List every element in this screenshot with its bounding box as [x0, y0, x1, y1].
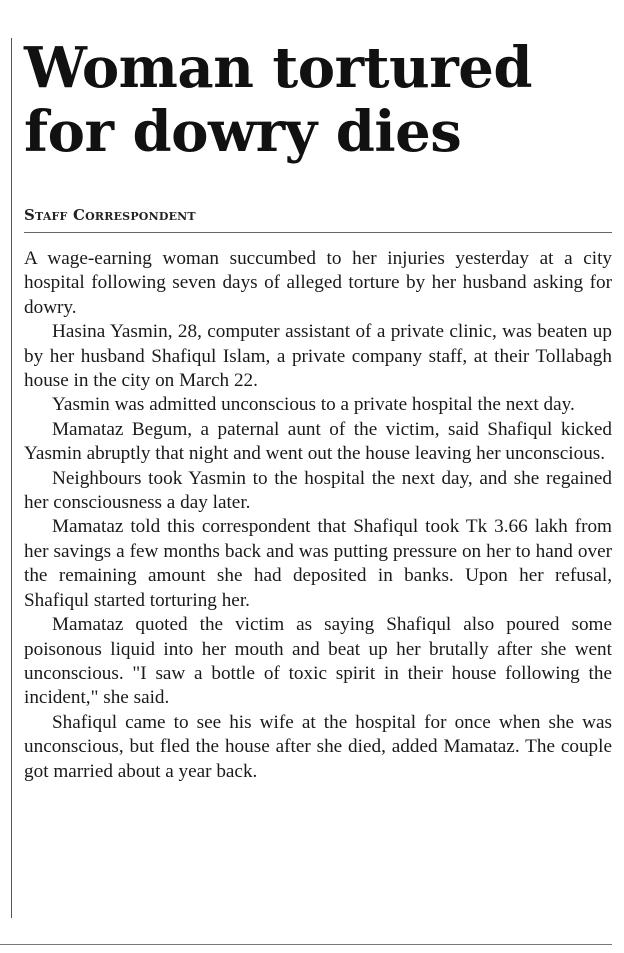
headline: [24, 36, 612, 164]
headline-line-2: for dowry dies: [24, 99, 462, 165]
article-body: [24, 247, 612, 784]
paragraph-7: Mamataz quoted the victim as saying Shafiqul also poured some poisonous liquid into her mouth and beat up her brutally after she went unconscious. "I saw a bottle of toxic spirit in their house following the incident," she said.: [24, 614, 612, 709]
headline-line-1: Woman tortured: [24, 35, 533, 101]
paragraph-1: A wage-earning woman succumbed to her injuries yesterday at a city hospital following seven days of alleged torture by her husband asking for dowry.: [24, 248, 612, 318]
paragraph-4: Mamataz Begum, a paternal aunt of the victim, said Shafiqul kicked Yasmin abruptly that night and went out the house leaving her unconscious.: [24, 418, 612, 465]
news-article: [24, 36, 612, 784]
paragraph-5: Neighbours took Yasmin to the hospital the next day, and she regained her consciousness a day later.: [24, 467, 612, 514]
bottom-rule: [0, 944, 612, 945]
paragraph-2: Hasina Yasmin, 28, computer assistant of a private clinic, was beaten up by her husband Shafiqul Islam, a private company staff, at their Tollabagh house in the city on March 22.: [24, 321, 612, 392]
paragraph-8: Shafiqul came to see his wife at the hospital for once when she was unconscious, but fled the house after she died, added Mamataz. The couple got married about a year back.: [24, 711, 612, 782]
paragraph-6: Mamataz told this correspondent that Shafiqul took Tk 3.66 lakh from her savings a few months back and was putting pressure on her to hand over the remaining amount she had deposited in banks. Upon her refusal, Shafiqul started torturing her.: [24, 516, 612, 611]
left-column-rule: [11, 38, 12, 918]
paragraph-3: Yasmin was admitted unconscious to a private hospital the next day.: [52, 394, 575, 416]
byline: Staff Correspondent: [24, 206, 612, 233]
